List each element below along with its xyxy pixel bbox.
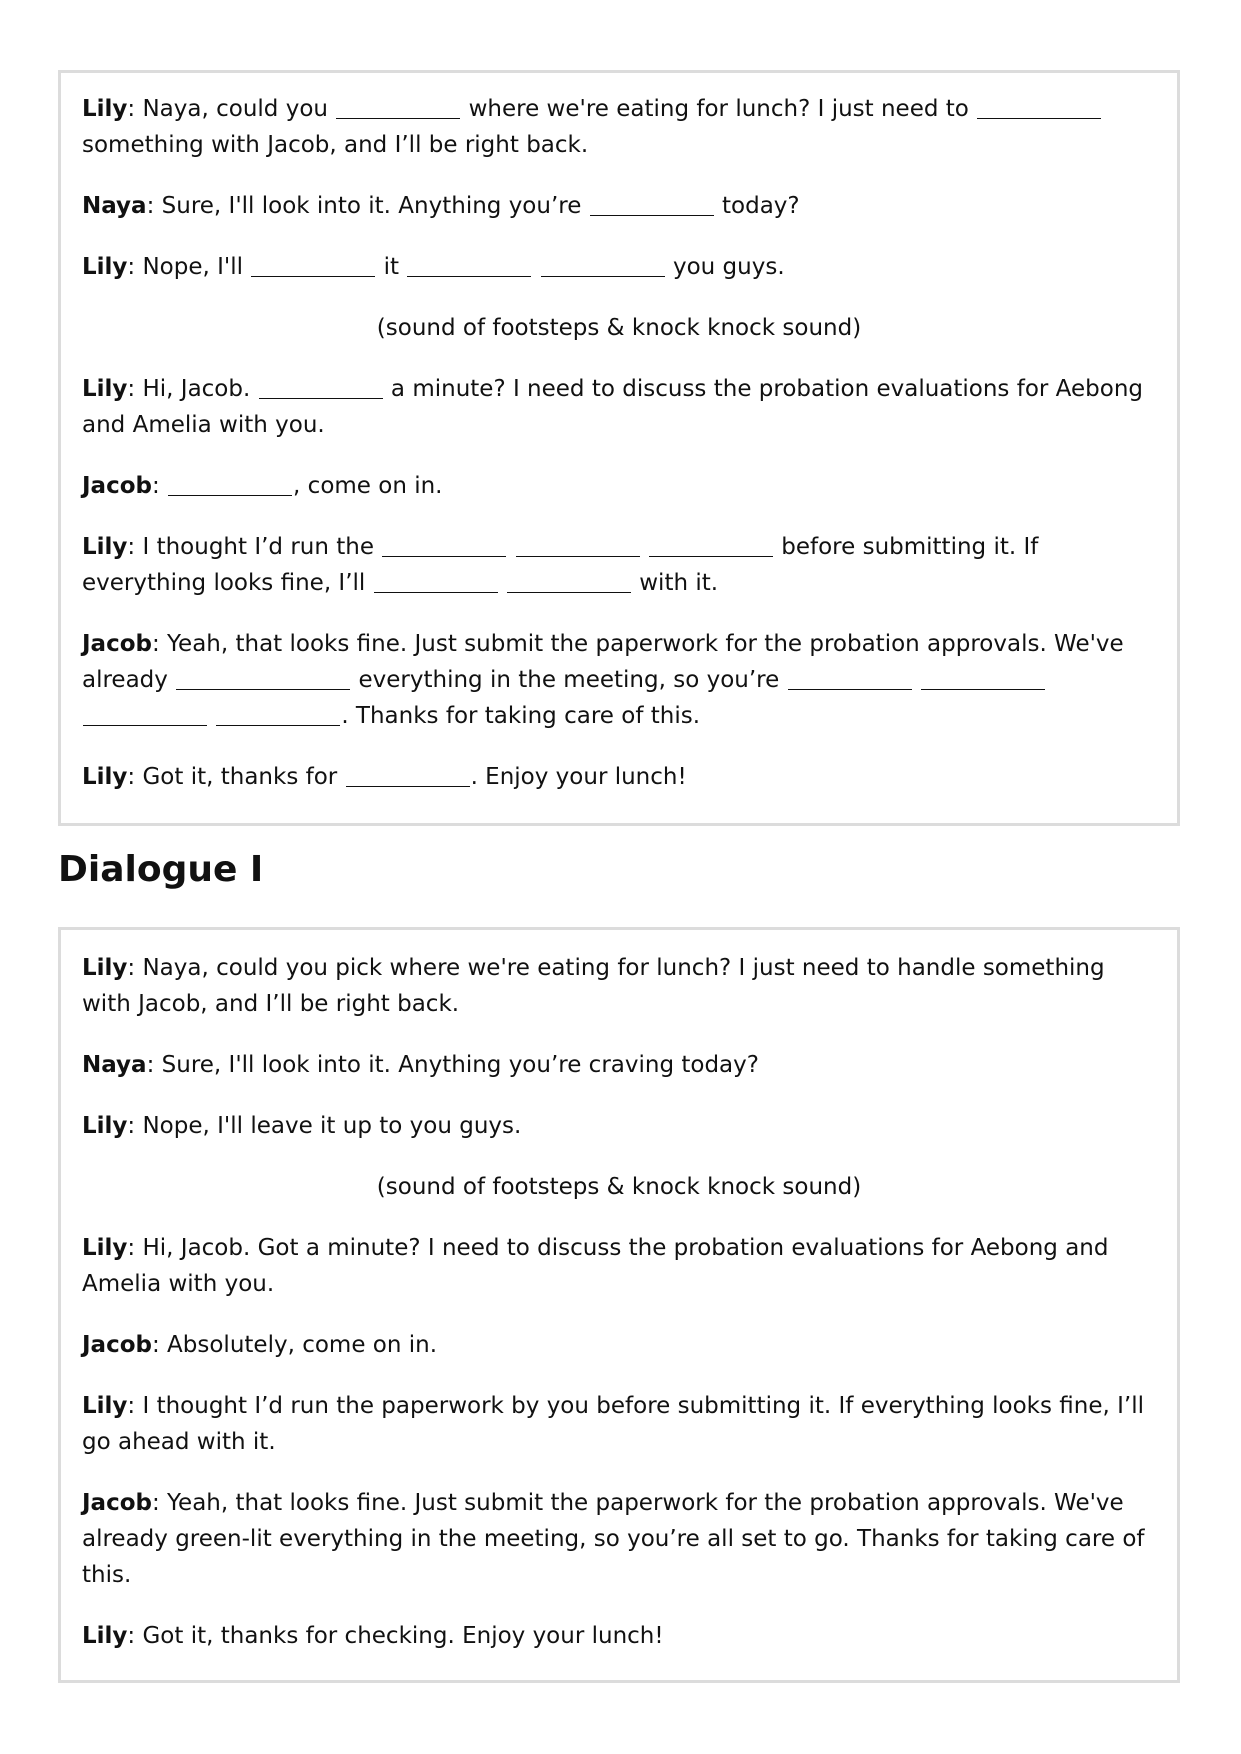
- line-text: . Thanks for taking care of this.: [341, 703, 701, 729]
- speaker-name: Jacob: [82, 1332, 152, 1358]
- line-text: : I thought I’d run the paperwork by you before submitting it. If everything looks fine, I’ll go ahead with it.: [82, 1393, 1145, 1455]
- speaker-name: Lily: [82, 1113, 128, 1139]
- line-text: : Sure, I'll look into it. Anything you’re: [146, 193, 589, 219]
- answer-blank: [83, 703, 207, 726]
- answer-dialogue-box: [58, 927, 1180, 1683]
- line-text: : Yeah, that looks fine. Just submit the paperwork for the probation approvals. We've already: [82, 631, 1124, 693]
- answer-blank: [921, 667, 1045, 690]
- dialogue-heading: Dialogue I: [58, 849, 264, 890]
- line-text: . Enjoy your lunch!: [470, 764, 687, 790]
- exercise-dialogue-box: [58, 70, 1180, 826]
- dialogue-line: [82, 626, 1156, 734]
- answer-blank: [216, 703, 340, 726]
- speaker-name: Jacob: [82, 473, 152, 499]
- line-text: with it.: [631, 570, 719, 596]
- line-text: where we're eating for lunch? I just need to: [461, 96, 977, 122]
- dialogue-line: [82, 1618, 1156, 1654]
- line-text: it: [376, 254, 407, 280]
- answer-blank: [382, 534, 506, 557]
- line-text: [499, 570, 506, 596]
- answer-blank: [507, 570, 631, 593]
- speaker-name: Lily: [82, 376, 128, 402]
- line-text: today?: [714, 193, 800, 219]
- answer-blank: [541, 254, 665, 277]
- line-text: before submitting it. If everything looks fine, I’ll: [82, 534, 1039, 596]
- speaker-name: Lily: [82, 1623, 128, 1649]
- line-text: : Absolutely, come on in.: [151, 1332, 438, 1358]
- line-text: : Got it, thanks for: [127, 764, 345, 790]
- dialogue-line: [82, 950, 1156, 1022]
- line-text: : Sure, I'll look into it. Anything you’re craving today?: [146, 1052, 759, 1078]
- line-text: : Nope, I'll leave it up to you guys.: [127, 1113, 522, 1139]
- line-text: everything in the meeting, so you’re: [351, 667, 787, 693]
- dialogue-line: [82, 759, 1156, 795]
- line-text: , come on in.: [293, 473, 443, 499]
- line-text: : Got it, thanks for checking. Enjoy your lunch!: [127, 1623, 664, 1649]
- answer-blank: [516, 534, 640, 557]
- line-text: something with Jacob, and I’ll be right back.: [82, 132, 589, 158]
- line-text: : Naya, could you pick where we're eating for lunch? I just need to handle something with Jacob, and I’ll be right back.: [82, 955, 1105, 1017]
- speaker-name: Lily: [82, 534, 128, 560]
- answer-blank: [346, 764, 470, 787]
- speaker-name: Lily: [82, 1235, 128, 1261]
- speaker-name: Naya: [82, 193, 147, 219]
- speaker-name: Lily: [82, 1393, 128, 1419]
- speaker-name: Jacob: [82, 1490, 152, 1516]
- dialogue-line: [82, 529, 1156, 601]
- answer-blank: [251, 254, 375, 277]
- line-text: : Hi, Jacob.: [127, 376, 258, 402]
- speaker-name: Lily: [82, 764, 128, 790]
- dialogue-line: [82, 371, 1156, 443]
- line-text: [641, 534, 648, 560]
- speaker-name: Jacob: [82, 631, 152, 657]
- answer-blank: [168, 473, 292, 496]
- answer-blank: [374, 570, 498, 593]
- speaker-name: Lily: [82, 254, 128, 280]
- stage-direction: (sound of footsteps & knock knock sound): [376, 1174, 862, 1200]
- dialogue-line: [82, 1108, 1156, 1144]
- dialogue-line: [82, 249, 1156, 285]
- dialogue-line: [82, 1485, 1156, 1593]
- speaker-name: Lily: [82, 96, 128, 122]
- line-text: : I thought I’d run the: [127, 534, 382, 560]
- line-text: a minute? I need to discuss the probation evaluations for Aebong and Amelia with you.: [82, 376, 1143, 438]
- dialogue-line: [82, 1327, 1156, 1363]
- speaker-name: Naya: [82, 1052, 147, 1078]
- speaker-name: Lily: [82, 955, 128, 981]
- answer-blank: [336, 96, 460, 119]
- answer-blank: [977, 96, 1101, 119]
- dialogue-line: [82, 1230, 1156, 1302]
- dialogue-line: [82, 1388, 1156, 1460]
- dialogue-line: [82, 188, 1156, 224]
- dialogue-line: [82, 1047, 1156, 1083]
- dialogue-line: [82, 468, 1156, 504]
- answer-blank: [407, 254, 531, 277]
- answer-blank: [788, 667, 912, 690]
- answer-blank: [649, 534, 773, 557]
- answer-blank: [259, 376, 383, 399]
- line-text: [208, 703, 215, 729]
- answer-blank: [176, 667, 350, 690]
- dialogue-line: [82, 91, 1156, 163]
- line-text: :: [151, 473, 168, 499]
- line-text: [913, 667, 920, 693]
- line-text: [507, 534, 514, 560]
- line-text: : Hi, Jacob. Got a minute? I need to discuss the probation evaluations for Aebong and Amelia with you.: [82, 1235, 1109, 1297]
- stage-direction: (sound of footsteps & knock knock sound): [376, 315, 862, 341]
- line-text: [532, 254, 539, 280]
- line-text: : Nope, I'll: [127, 254, 251, 280]
- line-text: : Yeah, that looks fine. Just submit the paperwork for the probation approvals. We've already green-lit everything in the meeting, so you’re all set to go. Thanks for taking care of this.: [82, 1490, 1145, 1588]
- answer-blank: [590, 193, 714, 216]
- line-text: : Naya, could you: [127, 96, 336, 122]
- line-text: you guys.: [665, 254, 785, 280]
